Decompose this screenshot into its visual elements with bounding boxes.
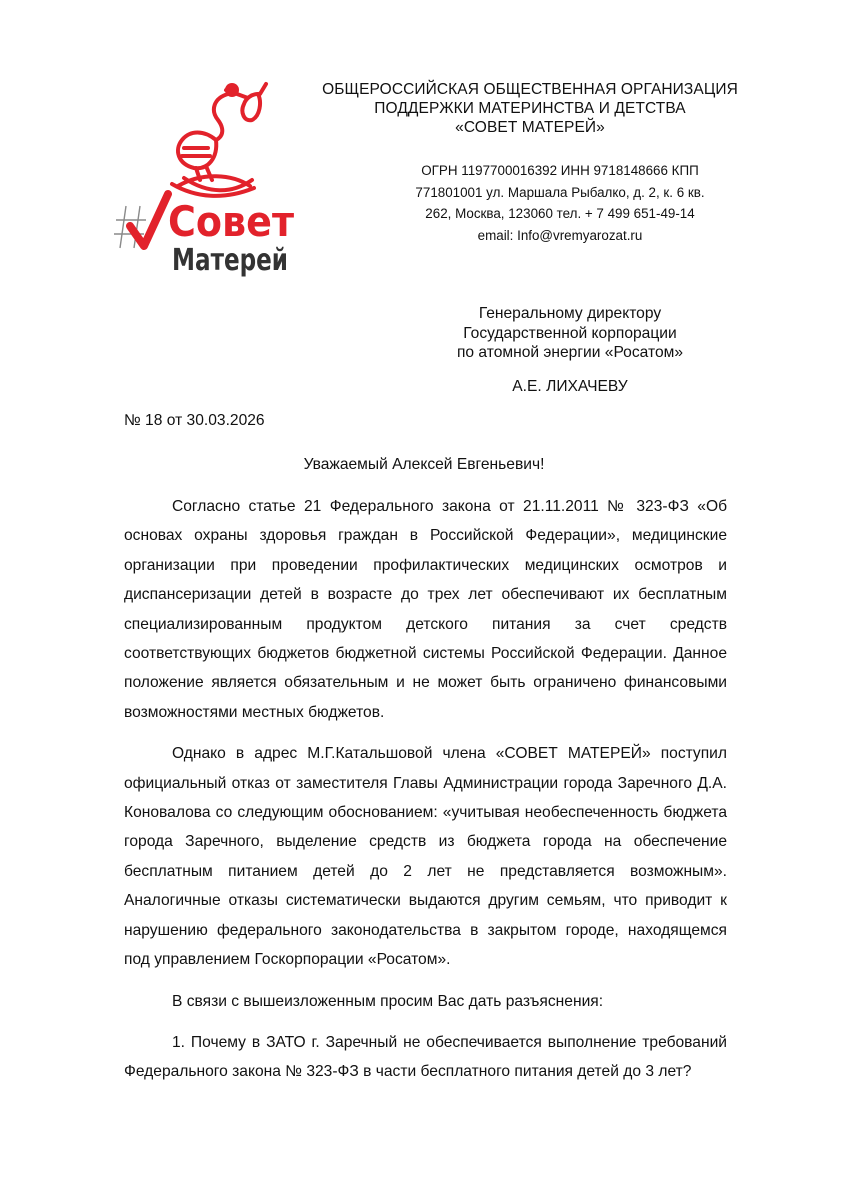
stork-icon	[172, 83, 266, 196]
org-details	[400, 160, 720, 246]
addressee-block	[400, 304, 740, 396]
body-paragraph: В связи с вышеизложенным просим Вас дать разъяснения:	[172, 992, 604, 1010]
org-details-line: 771801001 ул. Маршала Рыбалко, д. 2, к. 6 кв.	[415, 184, 705, 200]
logo-text-materey: Матерей	[172, 243, 288, 278]
body-paragraph: Согласно статье 21 Федерального закона от 21.11.2011 № 323-ФЗ «Об основах охраны здоровья граждан в Российской Федерации», медицинские организации при проведении профилактических медицинских осмотров и диспансеризации детей в возрасте до трех лет обеспечивают их бесплатным специализированным продуктом детского питания за счет средств соответствующих бюджетов бюджетной системы Российской Федерации. Данное положение является обязательным и не может быть ограничено финансовыми возможностями местных бюджетов.	[124, 498, 727, 721]
letter-body	[124, 492, 727, 1099]
sovet-materey-logo	[112, 76, 298, 282]
org-email: email: Info@vremyarozat.ru	[477, 227, 643, 243]
addressee-name: А.Е. ЛИХАЧЕВУ	[512, 377, 628, 395]
logo-text-sovet: Совет	[168, 197, 295, 246]
addressee-line: по атомной энергии «Росатом»	[456, 344, 684, 361]
org-title-line: ОБЩЕРОССИЙСКАЯ ОБЩЕСТВЕННАЯ ОРГАНИЗАЦИЯ	[322, 81, 738, 98]
org-details-line: ОГРН 1197700016392 ИНН 9718148666 КПП	[421, 163, 699, 178]
greeting: Уважаемый Алексей Евгеньевич!	[303, 456, 545, 473]
org-title	[300, 80, 760, 137]
org-title-line: ПОДДЕРЖКИ МАТЕРИНСТВА И ДЕТСТВА	[374, 100, 686, 117]
document-number: № 18 от 30.03.2026	[124, 412, 265, 429]
body-paragraph: Однако в адрес М.Г.Катальшовой члена «СОВЕТ МАТЕРЕЙ» поступил официальный отказ от заместителя Главы Администрации города Заречного Д.А. Коновалова со следующим обоснованием: «учитывая необеспеченность бюджета города Заречного, выделение средств из бюджета города на обеспечение бесплатным питанием детей до 2 лет не представляется возможным». Аналогичные отказы систематически выдаются другим семьям, что приводит к нарушению федерального законодательства в закрытом городе, находящемся под управлением Госкорпорации «Росатом».	[124, 745, 727, 969]
body-paragraph-question-1: 1. Почему в ЗАТО г. Заречный не обеспечивается выполнение требований Федерального закона № 323-ФЗ в части бесплатного питания детей до 3 лет?	[124, 1033, 727, 1081]
addressee-line: Государственной корпорации	[463, 324, 677, 342]
addressee-line: Генеральному директору	[478, 305, 662, 322]
org-details-line: 262, Москва, 123060 тел. + 7 499 651-49-14	[425, 206, 695, 221]
org-title-line: «СОВЕТ МАТЕРЕЙ»	[455, 119, 605, 136]
